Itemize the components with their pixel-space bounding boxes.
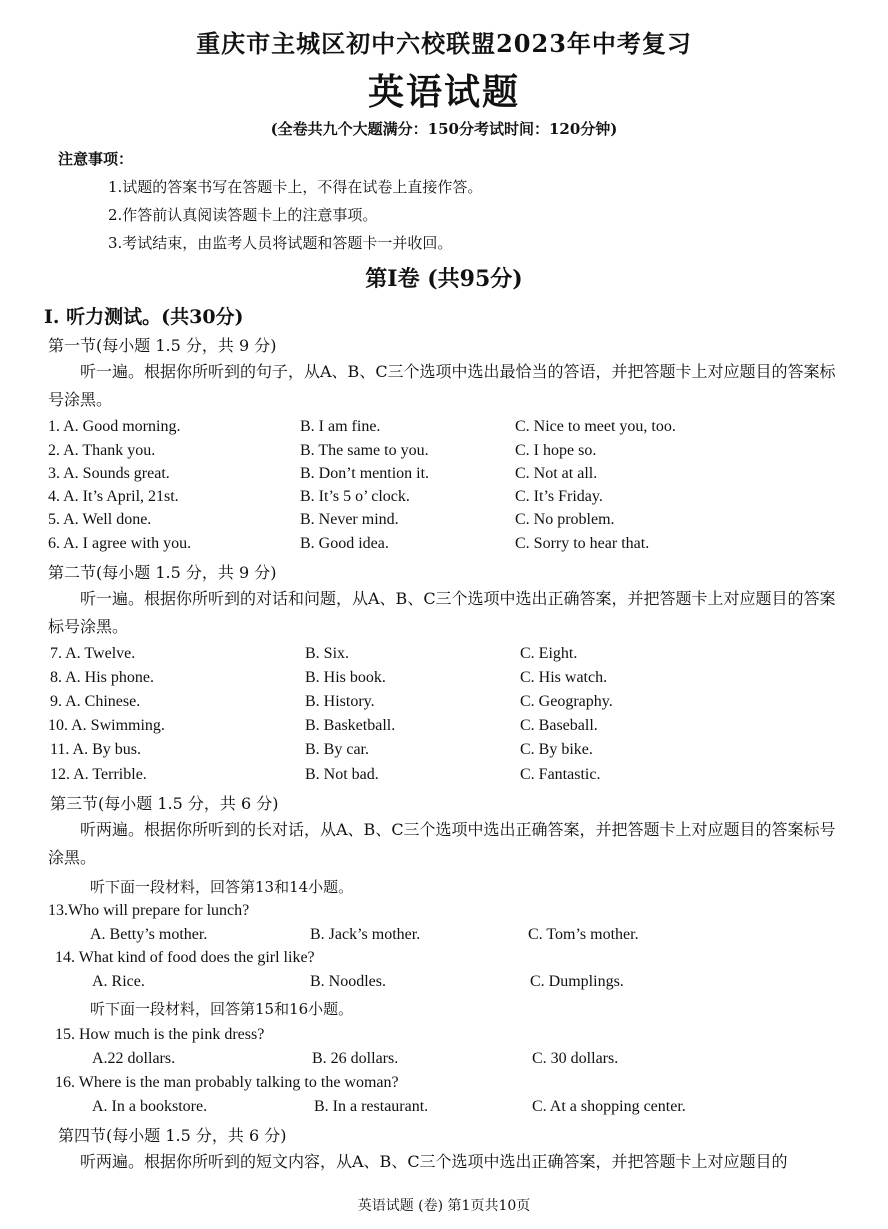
page-footer: 英语试题 (卷) 第1页共10页 [357, 1198, 531, 1214]
question-option-b: B. 26 dollars. [312, 1050, 399, 1067]
question-option-c: C. Tom’s mother. [528, 926, 639, 943]
question-option-a: 3. A. Sounds great. [48, 465, 170, 482]
question-option-c: C. Nice to meet you, too. [515, 418, 676, 435]
question-option-b: B. Never mind. [300, 511, 399, 528]
question-option-b: B. Basketball. [305, 717, 396, 734]
question-stem: 14. What kind of food does the girl like? [55, 949, 315, 966]
exam-subtitle: (全卷共九个大题满分：150分考试时间：120分钟) [270, 120, 618, 138]
question-option-b: B. Noodles. [310, 973, 386, 990]
exam-title-line2: 英语试题 [367, 71, 520, 113]
subsection-instruction-3: 听两遍。根据你所听到的长对话，从A、B、C三个选项中选出正确答案，并把答题卡上对应题目的答案标号涂黑。 [48, 820, 836, 867]
notice-item: 2.作答前认真阅读答题卡上的注意事项。 [108, 206, 378, 224]
listening-material-note: 听下面一段材料，回答第15和16小题。 [90, 1000, 354, 1018]
question-option-a: 6. A. I agree with you. [48, 535, 192, 552]
question-option-c: C. Baseball. [520, 717, 598, 734]
question-option-a: 12. A. Terrible. [50, 766, 147, 783]
question-stem: 16. Where is the man probably talking to the woman? [55, 1074, 399, 1091]
question-option-a: 9. A. Chinese. [50, 693, 141, 710]
question-option-c: C. His watch. [520, 669, 608, 686]
question-stem: 15. How much is the pink dress? [55, 1026, 265, 1043]
subsection-title-4: 第四节(每小题 1.5 分，共 6 分) [58, 1126, 287, 1145]
question-option-a: 11. A. By bus. [50, 741, 141, 758]
question-option-c: C. Dumplings. [530, 973, 624, 990]
question-option-c: C. At a shopping center. [532, 1098, 686, 1115]
question-option-a: A.22 dollars. [92, 1050, 176, 1067]
subsection-title-3: 第三节(每小题 1.5 分，共 6 分) [50, 794, 279, 813]
question-option-b: B. In a restaurant. [314, 1098, 429, 1115]
question-stem: 13.Who will prepare for lunch? [48, 902, 250, 919]
question-option-b: B. By car. [305, 741, 369, 758]
question-option-c: C. Fantastic. [520, 766, 601, 783]
question-option-a: 10. A. Swimming. [48, 717, 165, 734]
question-option-b: B. History. [305, 693, 375, 710]
question-option-b: B. His book. [305, 669, 386, 686]
question-option-a: 5. A. Well done. [48, 511, 152, 528]
subsection-instruction-2: 听一遍。根据你所听到的对话和问题，从A、B、C三个选项中选出正确答案，并把答题卡上对应题目的答案标号涂黑。 [48, 589, 836, 636]
notice-item: 3.考试结束，由监考人员将试题和答题卡一并收回。 [108, 234, 453, 252]
question-option-c: C. No problem. [515, 511, 615, 528]
question-option-a: 4. A. It’s April, 21st. [48, 488, 179, 505]
subsection-title-2: 第二节(每小题 1.5 分，共 9 分) [48, 563, 277, 582]
question-option-c: C. Not at all. [515, 465, 598, 482]
subsection-title-1: 第一节(每小题 1.5 分，共 9 分) [48, 336, 277, 355]
section-title: I. 听力测试。(共30分) [44, 306, 244, 328]
question-option-b: B. Jack’s mother. [310, 926, 421, 943]
question-option-a: 1. A. Good morning. [48, 418, 181, 435]
question-option-a: 8. A. His phone. [50, 669, 154, 686]
question-option-c: C. Geography. [520, 693, 613, 710]
question-option-c: C. Eight. [520, 645, 578, 662]
exam-title-line1: 重庆市主城区初中六校联盟2023年中考复习 [196, 29, 692, 58]
question-option-c: C. 30 dollars. [532, 1050, 619, 1067]
question-option-b: B. It’s 5 o’ clock. [300, 488, 410, 505]
question-option-b: B. I am fine. [300, 418, 381, 435]
question-option-c: C. It’s Friday. [515, 488, 603, 505]
question-option-b: B. Six. [305, 645, 350, 662]
question-option-b: B. The same to you. [300, 442, 429, 459]
subsection-instruction-1: 听一遍。根据你所听到的句子，从A、B、C三个选项中选出最恰当的答语，并把答题卡上对应题目的答案标号涂黑。 [48, 362, 836, 409]
question-option-b: B. Not bad. [305, 766, 379, 783]
question-option-b: B. Good idea. [300, 535, 389, 552]
question-option-a: A. Betty’s mother. [90, 926, 208, 943]
question-option-a: 2. A. Thank you. [48, 442, 156, 459]
part-title: 第I卷 (共95分) [365, 266, 523, 292]
question-option-a: A. In a bookstore. [92, 1098, 208, 1115]
subsection-instruction-4: 听两遍。根据你所听到的短文内容，从A、B、C三个选项中选出正确答案，并把答题卡上对应题目的 [80, 1152, 788, 1171]
question-option-a: 7. A. Twelve. [50, 645, 136, 662]
listening-material-note: 听下面一段材料，回答第13和14小题。 [90, 878, 354, 896]
question-option-a: A. Rice. [92, 973, 145, 990]
question-option-c: C. I hope so. [515, 442, 597, 459]
question-option-b: B. Don’t mention it. [300, 465, 430, 482]
question-option-c: C. By bike. [520, 741, 593, 758]
notice-heading: 注意事项： [58, 150, 134, 168]
notice-item: 1.试题的答案书写在答题卡上，不得在试卷上直接作答。 [108, 178, 483, 196]
question-option-c: C. Sorry to hear that. [515, 535, 650, 552]
